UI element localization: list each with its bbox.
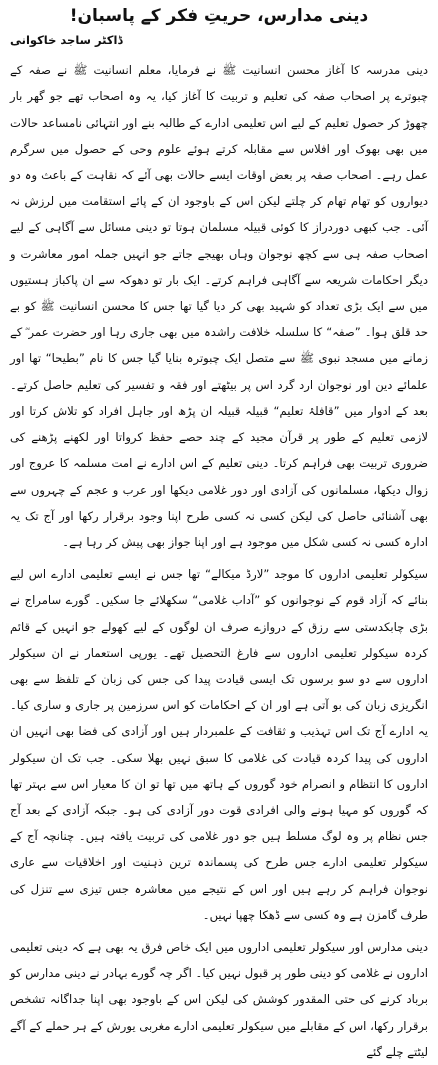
- article-paragraph-1: دینی مدرسہ کا آغاز محسن انسانیت ﷺ نے فرمایا، معلم انسانیت ﷺ نے صفہ کے چبوترے پر اصحاب صفہ کی تعلیم و تربیت کا آغاز کیا، یہ وہ اصحاب تھے جو گھر بار چھوڑ کر حصول تعلیم کے لیے اس تعلیمی ادارے کے طالبہ بنے اور انتہائی نامساعد حالات میں بھی بھوک اور افلاس سے مقابلہ کرتے ہوئے علوم وحی کے حصول میں سرگرم عمل رہے۔ اصحاب صفہ پر بعض اوقات ایسے حالات بھی آئے کہ نقاہت کے باعث وہ دو دیواروں کو تھام تھام کر چلتے لیکن اس کے باوجود ان کے پائے استقامت میں لرزش نہ آئی۔ جب کبھی دوردراز کا کوئی قبیلہ مسلمان ہوتا تو دینی مسائل سے آگاہی کے لیے اصحاب صفہ ہی سے کچھ نوجوان وہاں بھیجے جاتے جو انہیں جملہ امور معاشرت و دیگر احکامات شریعہ سے آگاہی فراہم کرتے۔ ایک بار تو دھوکہ سے ان پاکباز ہستیوں میں سے ایک بڑی تعداد کو شہید بھی کر دیا گیا تھا جس کا محسن انسانیت ﷺ کو بے حد قلق ہوا۔ ”صفہ“ کا سلسلہ خلافت راشدہ میں بھی جاری رہا اور حضرت عمر ؓ کے زمانے میں مسجد نبوی ﷺ سے متصل ایک چبوترہ بنایا گیا جس کا نام ”بطیحا“ تھا اور علمائے دین اور نوجوان ارد گرد اس پر بیٹھتے اور فقہ و تفسیر کی تعلیم حاصل کرتے۔ بعد کے ادوار میں ”قافلۂ تعلیم“ قبیلہ قبیلہ ان پڑھ اور جاہل افراد کو تلاش کرتا اور لازمی تعلیم کے طور پر قرآن مجید کے چند حصے حفظ کرواتا اور لکھنے پڑھنے کی ضروری تربیت بھی فراہم کرتا۔ دینی تعلیم کے اس ادارے نے امت مسلمہ کا عروج اور زوال دیکھا، مسلمانوں کی آزادی اور دور غلامی دیکھا اور عرب و عجم کے چہروں سے بھی آشنائی حاصل کی لیکن کسی نہ کسی طرح اپنا وجود برقرار رکھا اور آج تک یہ ادارہ کسی نہ کسی شکل میں موجود ہے اور اپنا جواز بھی پیش کر رہا ہے۔: [10, 63, 428, 549]
- article-author: ڈاکٹر ساجد خاکوانی: [10, 33, 123, 48]
- article-paragraph-3: دینی مدارس اور سیکولر تعلیمی اداروں میں ایک خاص فرق یہ بھی ہے کہ دینی تعلیمی اداروں نے غلامی کو دینی طور پر قبول نہیں کیا۔ اگر چہ گورے بہادر نے دینی مدارس کو برباد کرنے کی حتی المقدور کوشش کی لیکن اس کے باوجود بھی اپنا جداگانہ تشخص برقرار رکھا، اس کے مقابلے میں سیکولر تعلیمی ادارے مغربی یورش کے ہر حملے کے آگے لیٹتے چلے گئے: [10, 939, 428, 1059]
- article-paragraph-2: سیکولر تعلیمی اداروں کا موجد ”لارڈ میکالے“ تھا جس نے ایسے تعلیمی ادارے اس لیے بنائے کہ آزاد قوم کے نوجوانوں کو ”آداب غلامی“ سکھلائے جا سکیں۔ گورے سامراج نے بڑی چابکدستی سے رزق کے دروازے صرف ان لوگوں کے لیے کھولے جو انہیں کے قائم کردہ سیکولر تعلیمی اداروں سے فارغ التحصیل تھے۔ یورپی استعمار نے ان سیکولر اداروں سے دو سو برسوں تک ایسی قیادت پیدا کی جس کی زبان کے تلفظ سے بھی انگریزی زبان کی بو آتی ہے اور ان کے احکامات کو اس سرزمین پر جاری و ساری کیا۔ یہ ادارے آج تک اس تہذیب و ثقافت کے علمبردار ہیں اور آزادی کی فضا بھی انہیں ان اداروں کی پیدا کردہ قیادت کی غلامی کا سبق نہیں بھلا سکی۔ جب تک ان سیکولر اداروں کا انتظام و انصرام خود گوروں کے ہاتھ میں تھا تو ان کا معیار اس سے بہتر تھا کہ گوروں کو مہیا ہونے والی افرادی قوت دور آزادی کی ہو۔ جبکہ آزادی کے بعد آج جس نظام پر وہ لوگ مسلط ہیں جو دور غلامی کی تربیت یافتہ ہیں۔ چنانچہ آج کے سیکولر تعلیمی ادارے جس طرح کی پسماندہ ترین ذہنیت اور اخلاقیات سے عاری نوجوان فراہم کر رہے ہیں اور اس کے نتیجے میں معاشرہ جس تیزی سے تنزل کی طرف گامزن ہے وہ کسی سے ڈھکا چھپا نہیں۔: [10, 567, 428, 922]
- article-title: دینی مدارس، حریتِ فکر کے پاسبان!: [69, 6, 369, 26]
